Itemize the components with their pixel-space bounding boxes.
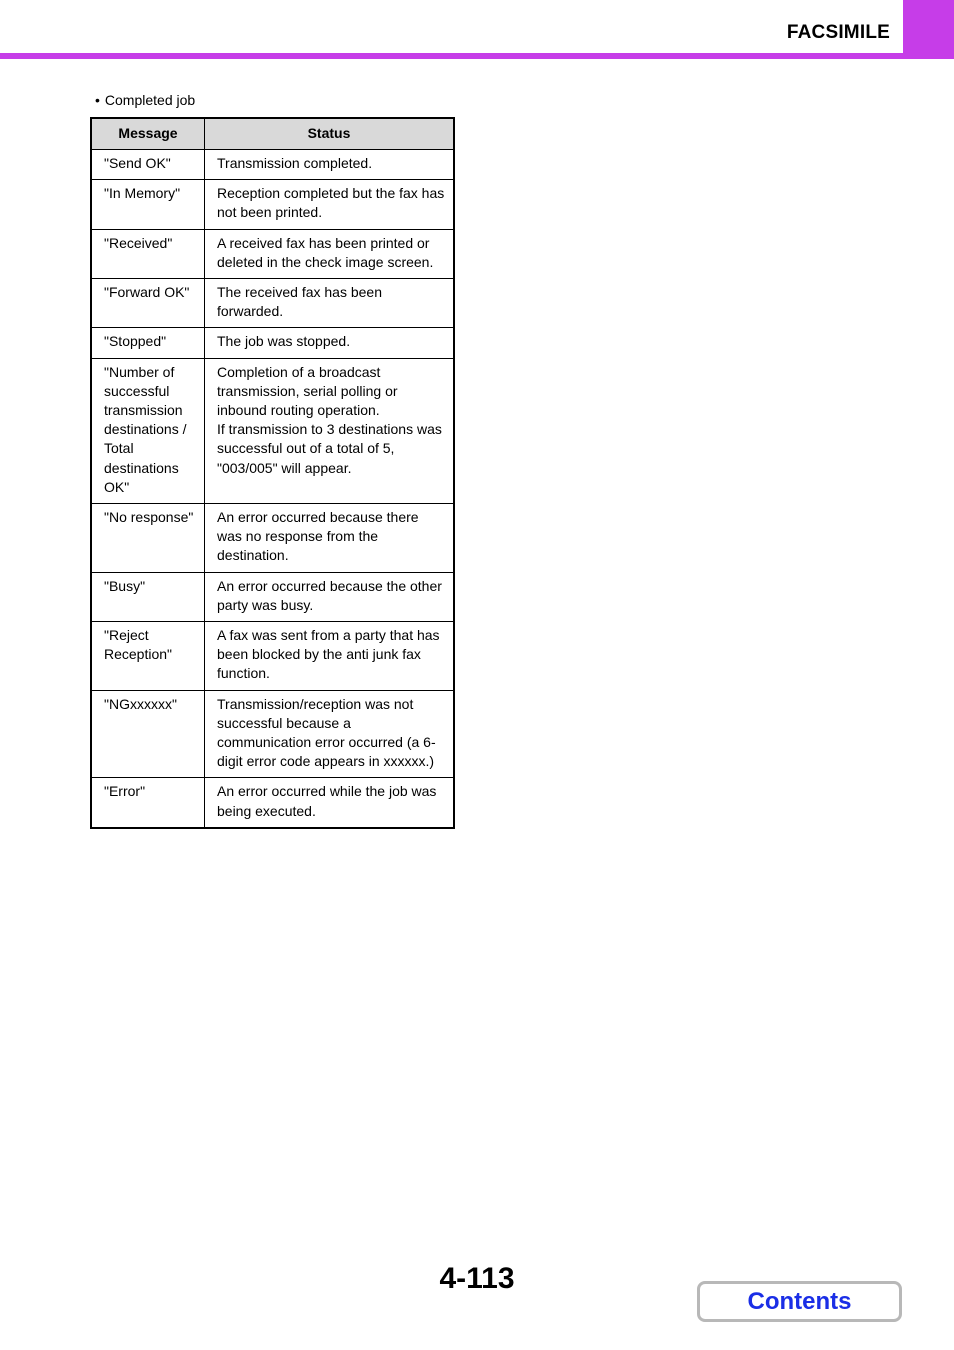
table-row xyxy=(91,229,454,278)
status-cell: A received fax has been printed or deleted in the check image screen. xyxy=(205,229,455,278)
message-cell: "NGxxxxxx" xyxy=(91,690,205,778)
message-cell: "Error" xyxy=(91,778,205,828)
message-cell: "Forward OK" xyxy=(91,279,205,328)
message-cell: "In Memory" xyxy=(91,180,205,229)
table-row xyxy=(91,358,454,503)
status-cell: An error occurred while the job was being executed. xyxy=(205,778,455,828)
status-cell: An error occurred because the other party was busy. xyxy=(205,572,455,621)
message-cell: "Send OK" xyxy=(91,150,205,180)
table-header-row xyxy=(91,118,454,150)
status-cell: Transmission completed. xyxy=(205,150,455,180)
table-body xyxy=(91,150,454,828)
column-header-status: Status xyxy=(205,118,455,150)
status-cell: The job was stopped. xyxy=(205,328,455,358)
message-cell: "Busy" xyxy=(91,572,205,621)
status-cell: An error occurred because there was no response from the destination. xyxy=(205,504,455,573)
table-row xyxy=(91,328,454,358)
table-row xyxy=(91,504,454,573)
completed-job-table xyxy=(90,117,455,829)
message-cell: "No response" xyxy=(91,504,205,573)
page-number: 4-113 xyxy=(439,1262,515,1295)
message-cell: "Reject Reception" xyxy=(91,622,205,691)
status-cell: Transmission/reception was not successful because a communication error occurred (a 6-digit error code appears in xxxxxx.) xyxy=(205,690,455,778)
contents-button[interactable]: Contents xyxy=(697,1281,902,1322)
status-cell: The received fax has been forwarded. xyxy=(205,279,455,328)
section-title: FACSIMILE xyxy=(786,22,890,43)
table-row xyxy=(91,690,454,778)
table-row xyxy=(91,150,454,180)
table-row xyxy=(91,279,454,328)
bullet-heading-text: Completed job xyxy=(104,92,196,108)
message-cell: "Number of successful transmission destinations / Total destinations OK" xyxy=(91,358,205,503)
message-cell: "Received" xyxy=(91,229,205,278)
column-header-message: Message xyxy=(91,118,205,150)
table-row xyxy=(91,622,454,691)
status-cell: Completion of a broadcast transmission, serial polling or inbound routing operation. If transmission to 3 destinations was successful out of a total of 5, "003/005" will appear. xyxy=(205,358,455,503)
bullet-mark: • xyxy=(95,92,100,108)
table-row xyxy=(91,778,454,828)
bullet-heading xyxy=(95,92,195,108)
header-accent-bar xyxy=(0,53,954,59)
table-row xyxy=(91,572,454,621)
message-cell: "Stopped" xyxy=(91,328,205,358)
table-row xyxy=(91,180,454,229)
header-accent-tab xyxy=(903,0,954,59)
status-cell: A fax was sent from a party that has been blocked by the anti junk fax function. xyxy=(205,622,455,691)
status-cell: Reception completed but the fax has not been printed. xyxy=(205,180,455,229)
